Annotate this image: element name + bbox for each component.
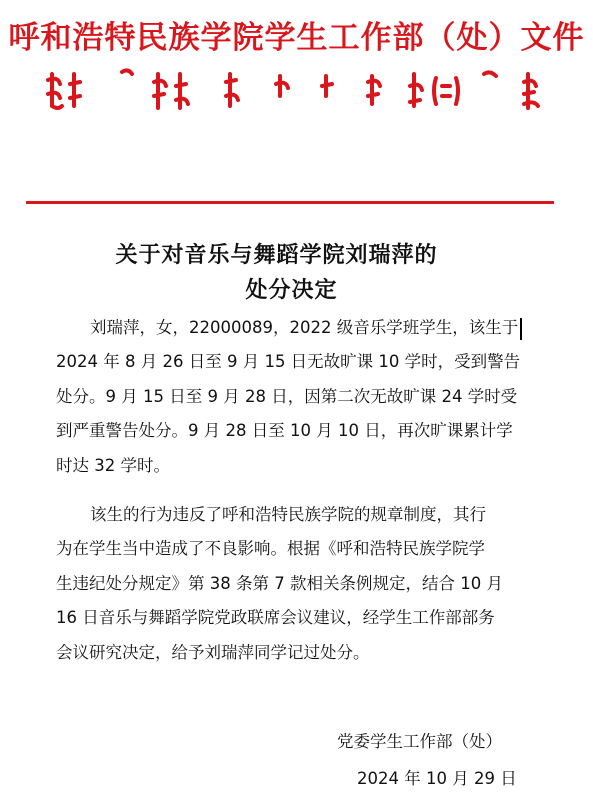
paragraph-1-line: 2024 年 8 月 26 日至 9 月 15 日无故旷课 10 学时，受到警告	[56, 352, 521, 372]
paragraph-1-line	[56, 311, 526, 345]
paragraph-1	[56, 311, 526, 483]
mongolian-script-header	[44, 66, 544, 116]
text-cursor	[520, 318, 522, 340]
paragraph-2	[56, 498, 526, 670]
paragraph-2-line: 该生的行为违反了呼和浩特民族学院的规章制度，其行	[90, 505, 486, 524]
paragraph-1-line: 时达 32 学时。	[56, 455, 170, 475]
document-header-title: 呼和浩特民族学院学生工作部（处）文件	[8, 20, 585, 56]
paragraph-1-text: 刘瑞萍，女，22000089，2022 级音乐学班学生，该生于	[90, 318, 519, 337]
paragraph-2-line: 会议研究决定，给予刘瑞萍同学记过处分。	[56, 642, 370, 662]
signature-date: 2024 年 10 月 29 日	[357, 769, 517, 788]
paragraph-2-line: 16 日音乐与舞蹈学院党政联席会议建议，经学生工作部部务	[56, 608, 495, 628]
paragraph-1-line: 处分。9 月 15 日至 9 月 28 日，因第二次无故旷课 24 学时受	[56, 386, 518, 406]
mongolian-script-graphic	[44, 66, 544, 116]
document-title-line-1: 关于对音乐与舞蹈学院刘瑞萍的	[115, 243, 438, 268]
header-divider	[26, 201, 554, 204]
paragraph-2-line: 生违纪处分规定》第 38 条第 7 款相关条例规定，结合 10 月	[56, 573, 503, 593]
paragraph-2-line: 为在学生当中造成了不良影响。根据《呼和浩特民族学院学	[56, 539, 485, 559]
document-title-line-2: 处分决定	[245, 278, 338, 303]
paragraph-1-line: 到严重警告处分。9 月 28 日至 10 月 10 日，再次旷课累计学	[56, 421, 513, 441]
signature-organization: 党委学生工作部（处）	[337, 732, 502, 751]
